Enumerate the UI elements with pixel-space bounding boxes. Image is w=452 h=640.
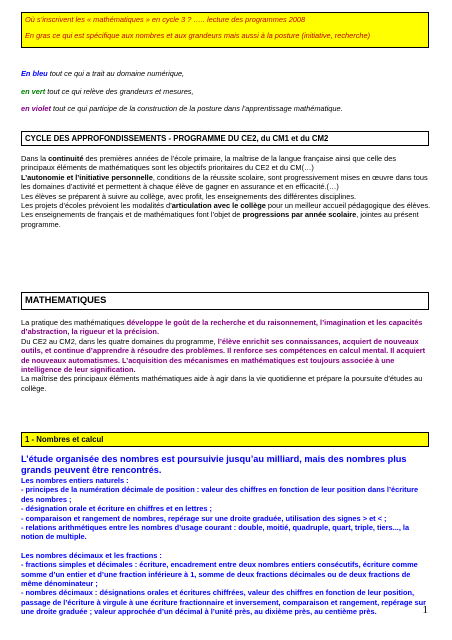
decimaux-title: Les nombres décimaux et les fractions :: [21, 550, 162, 560]
text-run-bold: articulation avec le collège: [171, 201, 266, 211]
text-run: pour un meilleur accueil pédagogique des élèves.: [265, 201, 431, 211]
legend-green: [21, 87, 431, 96]
legend-violet-text: tout ce qui participe de la construction de la posture dans l’apprentissage mathématique.: [50, 104, 343, 113]
cycle-paragraph: [21, 210, 431, 229]
cycle-paragraph: [21, 201, 431, 210]
decimaux-item: - nombres décimaux : désignations orales et écritures chiffrées, valeur des chiffres en fonction de leur position, passage de l’écriture à virgule à une écriture fractionnaire et inversement, comparaison et rangement, repérage sur une droite graduée ; valeur approchée d’un décimal à l’unité près, au dixième près, au centième près.: [21, 588, 426, 617]
text-run-bold: progressions par année scolaire: [242, 210, 357, 220]
text-run: Les projets d’écoles prévoient les modalités d’: [21, 201, 172, 211]
page-number: 1: [422, 604, 428, 616]
legend-blue: [21, 69, 431, 78]
legend-violet: [21, 104, 431, 113]
text-run: La pratique des mathématiques: [21, 318, 127, 327]
legend-green-text: tout ce qui relève des grandeurs et mesures,: [45, 87, 194, 96]
numbers-heading: L’étude organisée des nombres est poursuivie jusqu’au milliard, mais des nombres plus grands peuvent être rencontrés.: [21, 454, 407, 475]
cycle-text: [21, 154, 431, 229]
entiers-title: Les nombres entiers naturels :: [21, 476, 129, 485]
text-run: Les enseignements de français et de mathématiques font l’objet de: [21, 210, 243, 220]
math-paragraph: [21, 318, 431, 337]
math-paragraph: [21, 337, 431, 375]
cycle-paragraph: [21, 173, 431, 192]
math-text: [21, 318, 431, 393]
text-run: , conditions de la réussite scolaire, sont progressivement mises en œuvre dans tous les domaines d’activité et permettent à chaque élève de gagner en assurance et en efficacité.(…): [21, 172, 428, 192]
text-run: Du CE2 au CM2, dans les quatre domaines du programme,: [21, 336, 218, 346]
text-run: Dans la: [21, 154, 49, 163]
text-run: des premières années de l’école primaire, la maîtrise de la langue française ainsi que celle des principaux éléments de mathématiques sont les objectifs prioritaires du CE2 et du CM(…): [21, 154, 397, 173]
entiers-item: - comparaison et rangement de nombres, repérage sur une droite graduée, utilisation des signes > et < ;: [21, 513, 387, 523]
intro-title: Où s’inscrivent les « mathématiques » en cycle 3 ? ….. lecture des programmes 2008: [25, 15, 306, 24]
cycle-paragraph: [21, 154, 431, 173]
numbers-text: [21, 454, 431, 617]
text-run: , jointes au présent programme.: [21, 210, 419, 229]
math-paragraph: La maîtrise des principaux éléments mathématiques aide à agir dans la vie quotidienne et prépare la poursuite d’études au collège.: [21, 374, 423, 393]
legend-blue-key: En bleu: [21, 69, 48, 78]
entiers-item: - désignation orale et écriture en chiffres et en lettres ;: [21, 504, 212, 514]
text-run-bold: continuité: [48, 154, 84, 163]
decimaux-item: - fractions simples et décimales : écriture, encadrement entre deux nombres entiers consécutifs, écriture comme somme d’un entier et d’une fraction inférieure à 1, somme de deux fractions décimales ou de deux fractions de même dénominateur ;: [21, 560, 418, 589]
math-title: MATHEMATIQUES: [25, 294, 107, 305]
cycle-title: CYCLE DES APPROFONDISSEMENTS - PROGRAMME DU CE2, du CM1 et du CM2: [25, 134, 329, 143]
text-run-violet: l’élève enrichit ses connaissances, acquiert de nouveaux outils, et continue d’apprendre à résoudre des problèmes. Il renforce ses compétences en calcul mental. Il acquiert de nouveaux automatismes. L’acquisition des mécanismes en mathématiques est toujours associée à une intelligence de leur signification.: [21, 336, 426, 375]
text-run-bold: L’autonomie et l’initiative personnelle: [21, 172, 153, 182]
legend-blue-text: tout ce qui a trait au domaine numérique,: [47, 69, 185, 78]
entiers-item: - relations arithmétiques entre les nombres d’usage courant : double, moitié, quadruple, quart, triple, tiers..., la notion de multiple.: [21, 523, 410, 542]
legend-violet-key: en violet: [21, 104, 51, 113]
legend-green-key: en vert: [21, 87, 46, 96]
cycle-paragraph: Les élèves se préparent à suivre au collège, avec profit, les enseignements des différentes disciplines.: [21, 191, 357, 201]
intro-note: En gras ce qui est spécifique aux nombres et aux grandeurs mais aussi à la posture (initiative, recherche): [25, 31, 371, 40]
entiers-item: - principes de la numération décimale de position : valeur des chiffres en fonction de leur position dans l’écriture des nombres ;: [21, 485, 419, 504]
text-run-violet: développe le goût de la recherche et du raisonnement, l’imagination et les capacités d’abstraction, la rigueur et la précision.: [21, 318, 423, 337]
numbers-title: 1 - Nombres et calcul: [25, 435, 104, 444]
